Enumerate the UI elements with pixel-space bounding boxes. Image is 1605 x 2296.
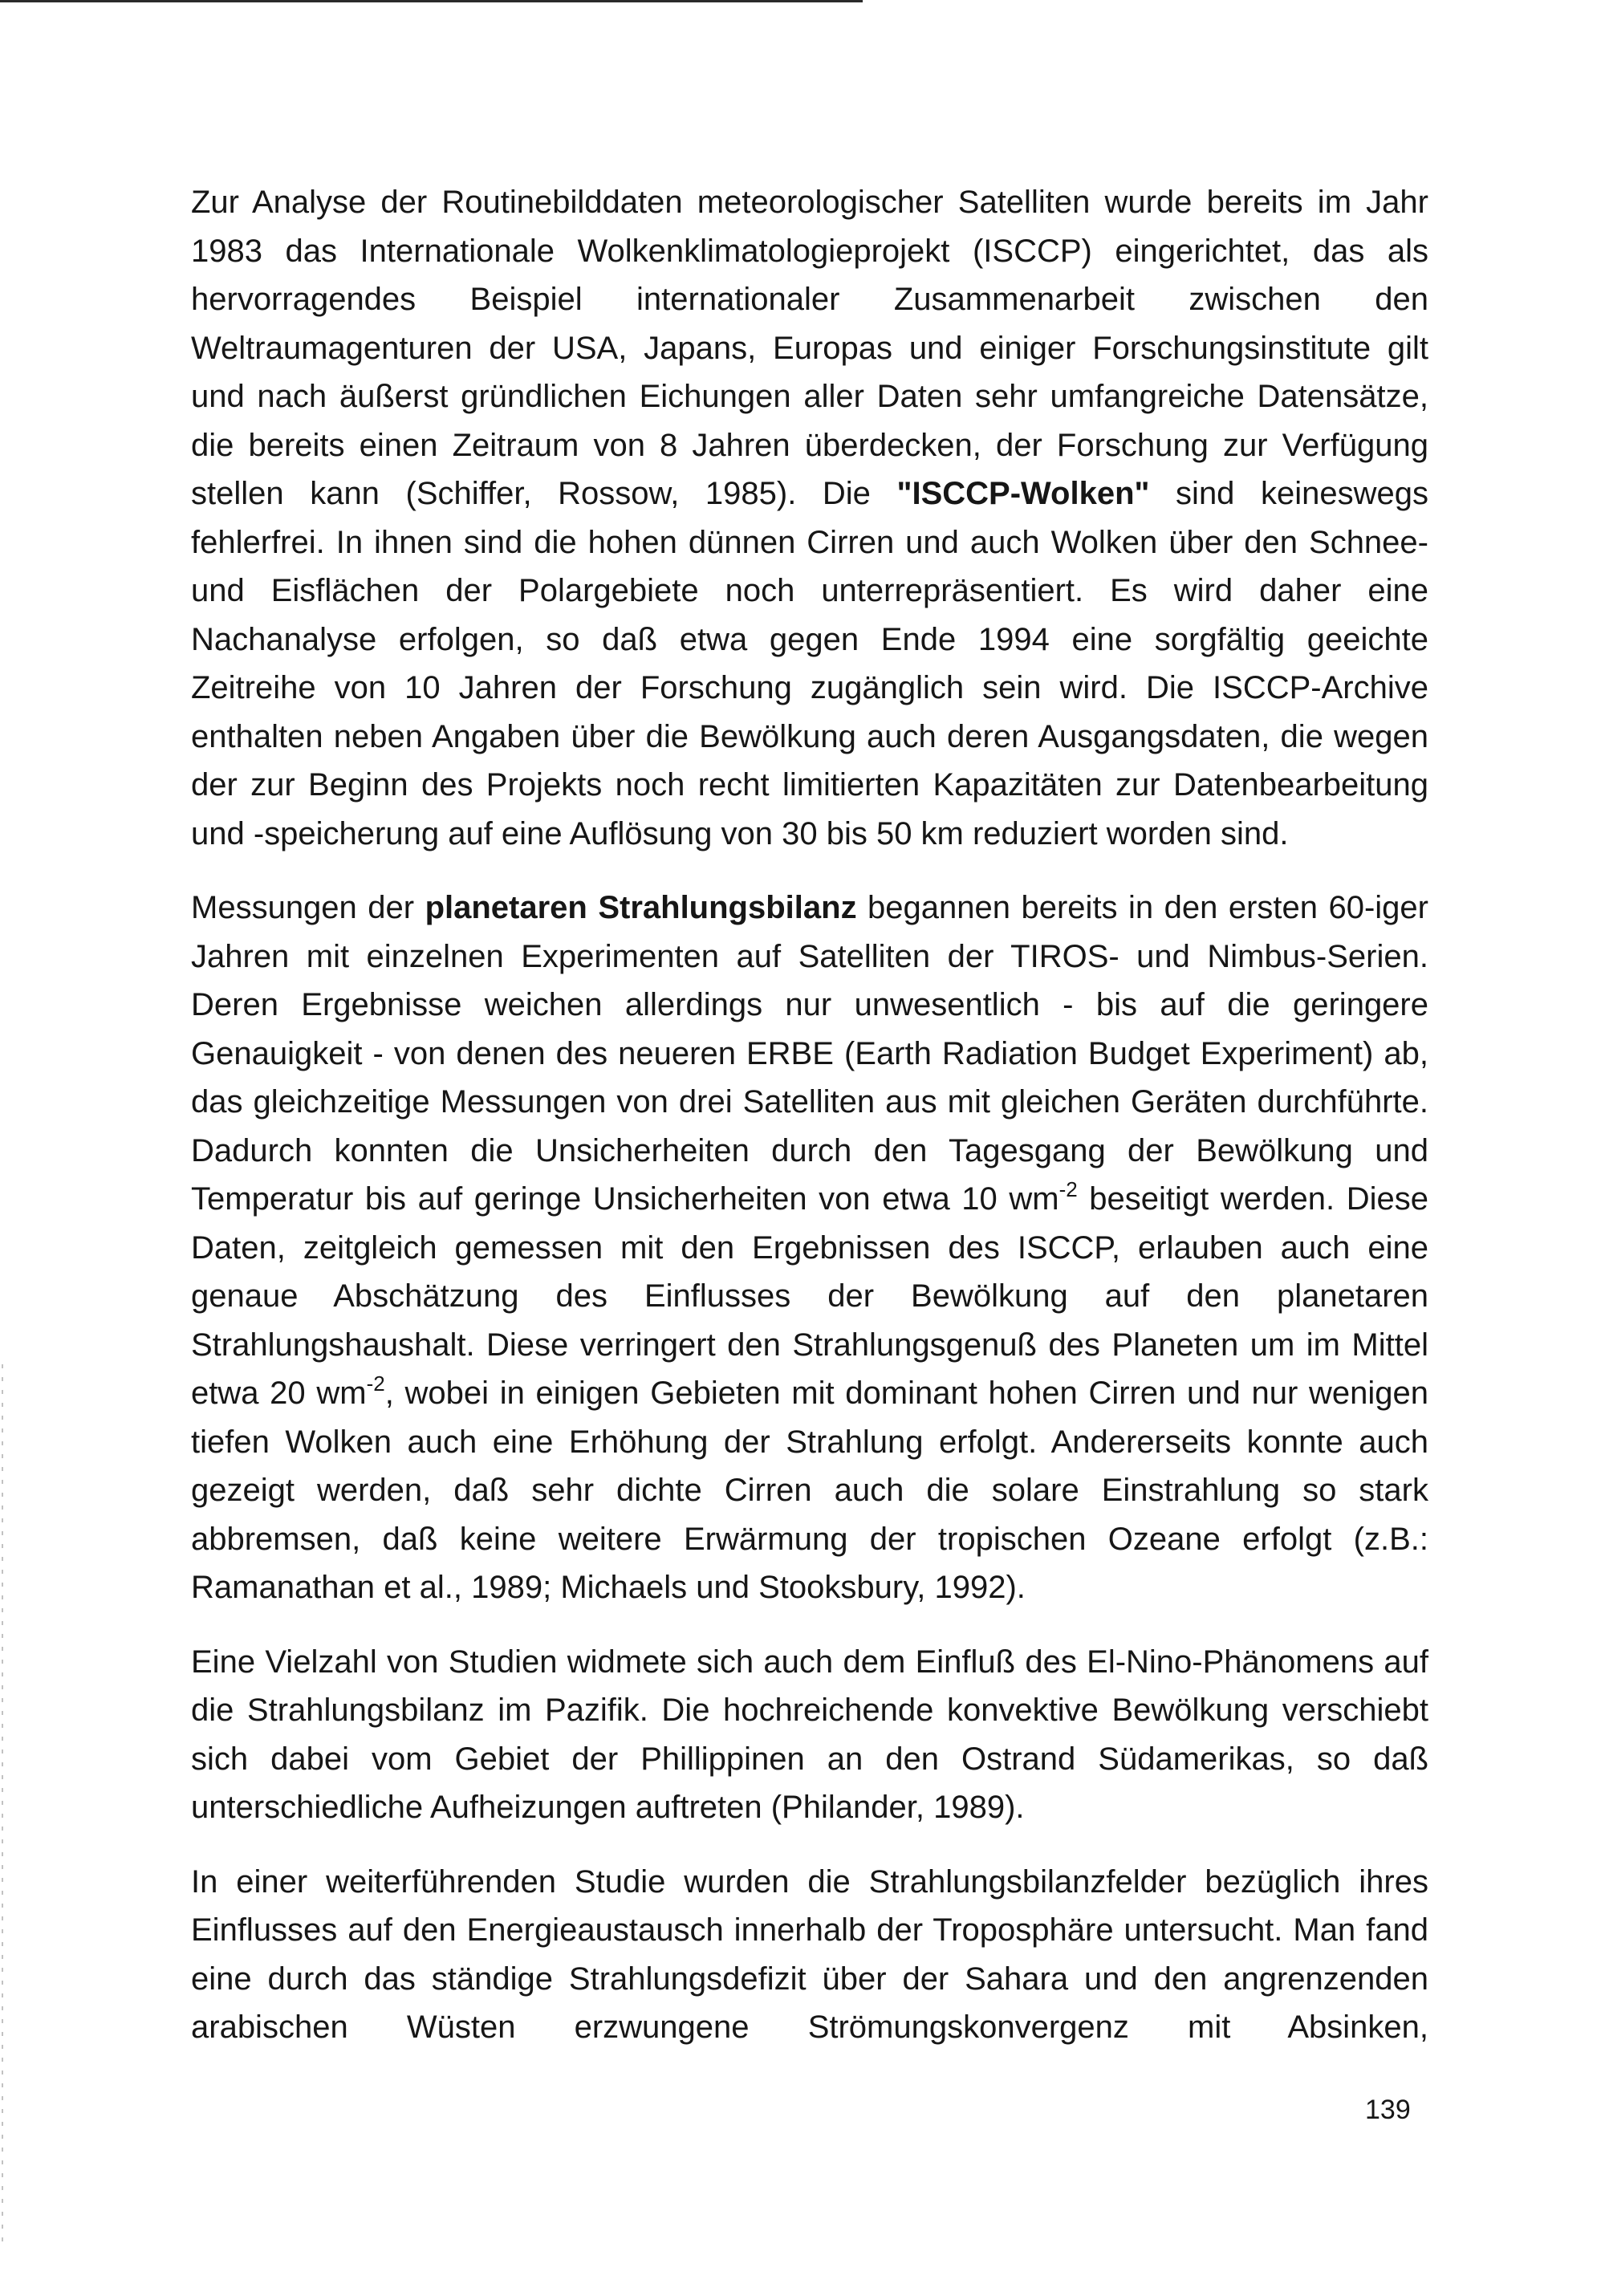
text-run: sind keineswegs fehlerfrei. In ihnen sind die hohen dünnen Cirren und auch Wolken über den Schnee- und Eisflächen der Polargebiete noch unterrepräsentiert. Es wird daher eine Nachanalyse erfolgen, so daß etwa gegen Ende 1994 eine sorgfältig geeichte Zeitreihe von 10 Jahren der Forschung zugänglich sein wird. Die ISCCP-Archive enthalten neben Angaben über die Bewölkung auch deren Ausgangsdaten, die wegen der zur Beginn des Projekts noch recht limitierten Kapazitäten zur Datenbearbeitung und -speicherung auf eine Auflösung von 30 bis 50 km reduziert worden sind. <box>191 476 1428 851</box>
text-run: beseitigt werden. Diese Daten, zeitgleich gemessen mit den Ergebnissen des ISCCP, erlauben auch eine genaue Abschätzung des Einflusses der Bewölkung auf den planetaren Strahlungshaushalt. Diese verringert den Strahlungsgenuß des Planeten um im Mittel etwa 20 wm <box>191 1181 1428 1411</box>
paragraph-3 <box>191 1638 1428 1832</box>
superscript: -2 <box>1058 1177 1078 1201</box>
text-run: begannen bereits in den ersten 60-iger Jahren mit einzelnen Experimenten auf Satelliten der TIROS- und Nimbus-Serien. Deren Ergebnisse weichen allerdings nur unwesentlich - bis auf die geringere Genauigkeit - von denen des neueren ERBE (Earth Radiation Budget Experiment) ab, das gleichzeitige Messungen von drei Satelliten aus mit gleichen Geräten durchführte. Dadurch konnten die Unsicherheiten durch den Tagesgang der Bewölkung und Temperatur bis auf geringe Unsicherheiten von etwa 10 wm <box>191 890 1428 1217</box>
superscript: -2 <box>366 1372 385 1396</box>
page-number: 139 <box>1365 2095 1411 2125</box>
paragraph-4 <box>191 1858 1428 2052</box>
text-run: Eine Vielzahl von Studien widmete sich auch dem Einfluß des El-Nino-Phänomens auf die Strahlungsbilanz im Pazifik. Die hochreichende konvektive Bewölkung verschiebt sich dabei vom Gebiet der Phillippinen an den Ostrand Südamerikas, so daß unterschiedliche Aufheizungen auftreten (Philander, 1989). <box>191 1644 1428 1825</box>
text-run: Messungen der <box>191 890 425 925</box>
body-text <box>191 178 1428 2078</box>
paragraph-2 <box>191 884 1428 1612</box>
text-run: In einer weiterführenden Studie wurden die Strahlungsbilanzfelder bezüglich ihres Einflusses auf den Energieaustausch innerhalb der Troposphäre untersucht. Man fand eine durch das ständige Strahlungsdefizit über der Sahara und den angrenzenden arabischen Wüsten erzwungene Strömungskonvergenz mit Absinken, <box>191 1863 1428 2045</box>
bold-term: "ISCCP-Wolken" <box>896 476 1150 511</box>
text-run: , wobei in einigen Gebieten mit dominant hohen Cirren und nur wenigen tiefen Wolken auch eine Erhöhung der Strahlung erfolgt. Andererseits konnte auch gezeigt werden, daß sehr dichte Cirren auch die solare Einstrahlung so stark abbremsen, daß keine weitere Erwärmung der tropischen Ozeane erfolgt (z.B.: Ramanathan et al., 1989; Michaels und Stooksbury, 1992). <box>191 1376 1428 1605</box>
top-rule <box>0 0 863 2</box>
text-run: Zur Analyse der Routinebilddaten meteorologischer Satelliten wurde bereits im Jahr 1983 das Internationale Wolkenklimatologieprojekt (ISCCP) eingerichtet, das als hervorragendes Beispiel internationaler Zusammenarbeit zwischen den Weltraumagenturen der USA, Japans, Europas und einiger Forschungsinstitute gilt und nach äußerst gründlichen Eichungen aller Daten sehr umfangreiche Datensätze, die bereits einen Zeitraum von 8 Jahren überdecken, der Forschung zur Verfügung stellen kann (Schiffer, Rossow, 1985). Die <box>191 185 1428 511</box>
paragraph-1 <box>191 178 1428 858</box>
scan-edge-marks <box>2 1364 3 2247</box>
bold-term: planetaren Strahlungsbilanz <box>425 890 857 925</box>
